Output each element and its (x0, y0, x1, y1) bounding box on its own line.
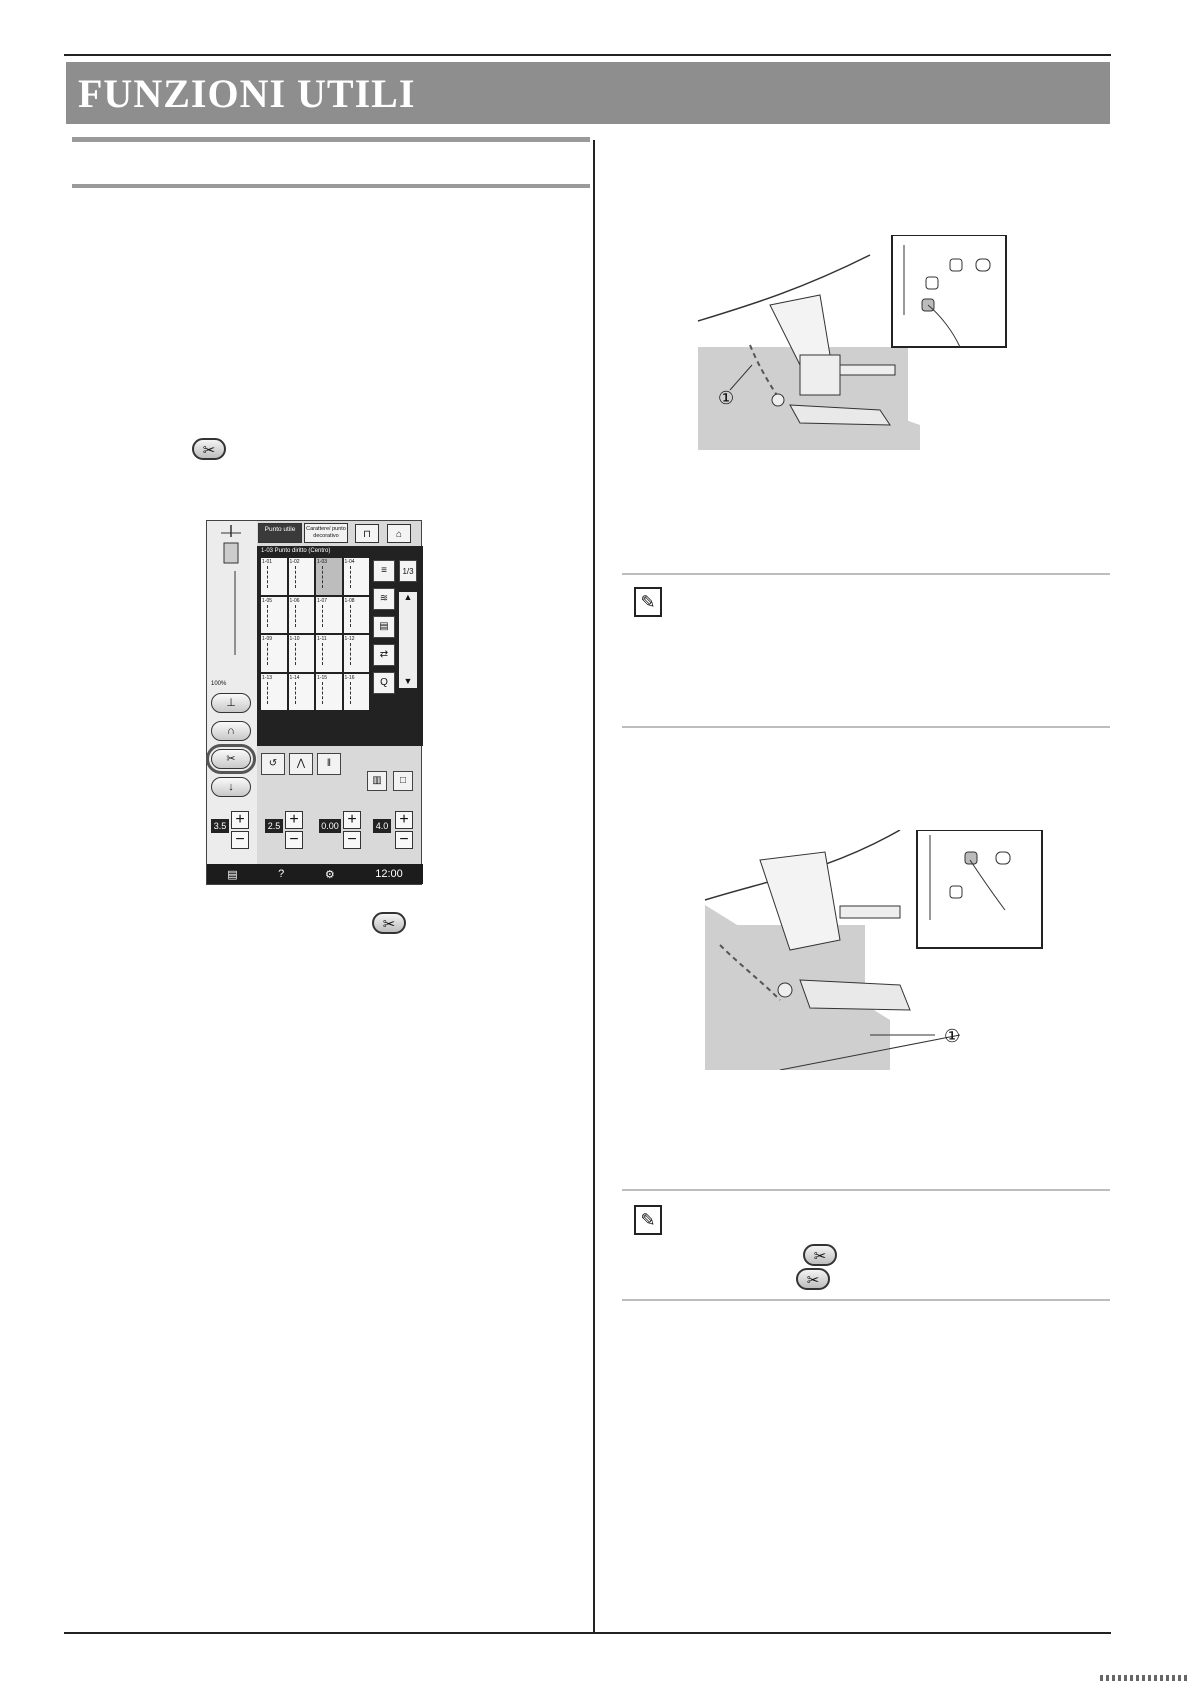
stitch-category-button[interactable]: ≡ (373, 560, 395, 582)
clock: 12:00 (375, 868, 403, 880)
subsection-rule-top (72, 137, 590, 142)
scroll-up-button[interactable]: ▲ (403, 592, 413, 602)
thread-cutter-key-icon: ✂ (796, 1268, 830, 1290)
pencil-memo-icon: ✎ (634, 587, 662, 617)
section-banner (66, 62, 1110, 124)
document-icon[interactable]: ▤ (227, 868, 238, 881)
stitch-cell[interactable]: 1-08 (344, 597, 370, 634)
stitch-cell[interactable]: 1-15 (316, 674, 342, 711)
stitch-title: 1-03 Punto diritto (Centro) (261, 548, 331, 554)
stitch-cell[interactable]: 1-13 (261, 674, 287, 711)
thread-cutter-key-icon: ✂ (803, 1244, 837, 1266)
zoom-label: 100% (211, 681, 227, 687)
stitch-cell-selected[interactable]: 1-03 (316, 558, 342, 595)
length-minus-button[interactable]: − (285, 831, 303, 849)
stitch-cell[interactable]: 1-04 (344, 558, 370, 595)
memory-button[interactable]: □ (393, 771, 413, 791)
lock-icon[interactable]: ⊓ (355, 524, 379, 543)
stitch-cell[interactable]: 1-10 (289, 635, 315, 672)
stitch-cell[interactable]: 1-02 (289, 558, 315, 595)
tension2-minus-button[interactable]: − (395, 831, 413, 849)
presser-foot-icon (207, 521, 257, 661)
stitch-category-button[interactable]: ≋ (373, 588, 395, 610)
settings-icon[interactable]: ⚙ (324, 868, 335, 881)
print-marks (1100, 1675, 1190, 1681)
stitch-cell[interactable]: 1-01 (261, 558, 287, 595)
width-plus-button[interactable]: + (231, 811, 249, 829)
thread-cutter-button[interactable]: ✂ (211, 749, 251, 769)
column-divider (593, 140, 595, 1633)
lcd-status-bar (207, 864, 423, 884)
width-minus-button[interactable]: − (231, 831, 249, 849)
tension2-value: 4.0 (373, 819, 391, 833)
stitch-selection-panel (257, 546, 423, 746)
subsection-rule-bottom (72, 184, 590, 188)
lcd-screen (206, 520, 422, 885)
thread-cutter-key-icon: ✂ (372, 912, 406, 934)
stitch-cell[interactable]: 1-12 (344, 635, 370, 672)
tension2-plus-button[interactable]: + (395, 811, 413, 829)
home-icon[interactable]: ⌂ (387, 524, 411, 543)
memo-rule-bottom (622, 1299, 1110, 1301)
stitch-cell[interactable]: 1-05 (261, 597, 287, 634)
tension-minus-button[interactable]: − (343, 831, 361, 849)
memo-rule-bottom (622, 726, 1110, 728)
stitch-category-button[interactable]: ⇄ (373, 644, 395, 666)
length-plus-button[interactable]: + (285, 811, 303, 829)
twin-needle-button[interactable]: ‖ (317, 753, 341, 775)
help-button[interactable]: ? (278, 868, 285, 880)
stitch-cell[interactable]: 1-07 (316, 597, 342, 634)
stitch-edit-button[interactable]: ↺ (261, 753, 285, 775)
sewing-machine-figure-2 (700, 830, 1045, 1070)
callout-1: ① (718, 388, 735, 408)
mirror-button[interactable]: ⋀ (289, 753, 313, 775)
pencil-memo-icon: ✎ (634, 1205, 662, 1235)
stitch-cell[interactable]: 1-06 (289, 597, 315, 634)
page-indicator: 1/3 (399, 560, 417, 582)
tab-utility-stitch[interactable]: Punto utile (258, 523, 302, 543)
reverse-button[interactable]: ∩ (211, 721, 251, 741)
length-value: 2.5 (265, 819, 283, 833)
stitch-category-button[interactable]: Q (373, 672, 395, 694)
stitch-category-button[interactable]: ▤ (373, 616, 395, 638)
stitch-cell[interactable]: 1-11 (316, 635, 342, 672)
needle-position-button[interactable]: ↓ (211, 777, 251, 797)
width-value: 3.5 (211, 819, 229, 833)
tension-plus-button[interactable]: + (343, 811, 361, 829)
stitch-cell[interactable]: 1-09 (261, 635, 287, 672)
scrollbar[interactable] (399, 592, 417, 688)
tab-character-stitch[interactable]: Carattere/ punto decorativo (304, 523, 348, 543)
stitch-grid (261, 558, 369, 710)
page-title: FUNZIONI UTILI (78, 70, 416, 116)
stitch-cell[interactable]: 1-14 (289, 674, 315, 711)
presser-foot-button[interactable]: ⊥ (211, 693, 251, 713)
memo-rule-top (622, 1189, 1110, 1191)
stitch-cell[interactable]: 1-16 (344, 674, 370, 711)
memo-rule-top (622, 573, 1110, 575)
scroll-down-button[interactable]: ▼ (403, 676, 413, 686)
sewing-machine-figure-1 (690, 235, 1010, 450)
bottom-rule (64, 1632, 1111, 1634)
manual-button[interactable]: ▥ (367, 771, 387, 791)
tension-value: 0.00 (319, 819, 341, 833)
top-rule (64, 54, 1111, 56)
thread-cutter-key-icon: ✂ (192, 438, 226, 460)
callout-2: ① (944, 1026, 961, 1046)
